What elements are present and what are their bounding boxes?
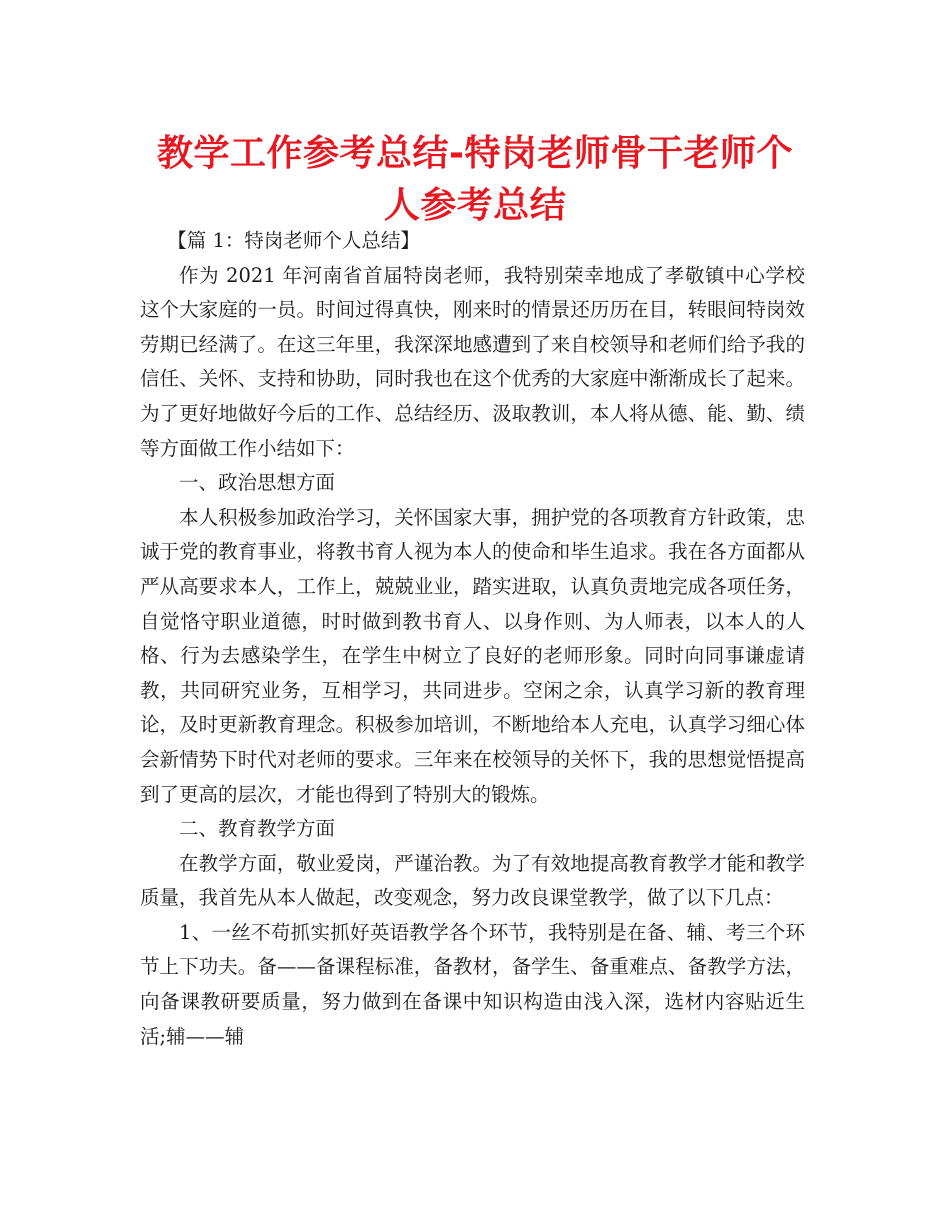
paragraph-point-1: 1、一丝不苟抓实抓好英语教学各个环节，我特别是在备、辅、考三个环节上下功夫。备——备课程标准，备教材，备学生、备重难点、备教学方法，向备课教研要质量，努力做到在备课中知识构造由浅入深，选材内容贴近生活;辅——辅 — [140, 920, 805, 1048]
document-body — [140, 224, 805, 1054]
paragraph-intro: 作为 2021 年河南省首届特岗老师，我特别荣幸地成了孝敬镇中心学校这个大家庭的一员。时间过得真快，刚来时的情景还历历在目，转眼间特岗效劳期已经满了。在这三年里，我深深地感遭到了来自校领导和老师们给予我的信任、关怀、支持和协助，同时我也在这个优秀的大家庭中渐渐成长了起来。为了更好地做好今后的工作、总结经历、汲取教训，本人将从德、能、勤、绩等方面做工作小结如下： — [140, 263, 805, 460]
heading-teaching: 二、教育教学方面 — [179, 817, 336, 841]
section-label: 【篇 1：特岗老师个人总结】 — [167, 229, 420, 252]
paragraph-teaching: 在教学方面，敬业爱岗，严谨治教。为了有效地提高教育教学才能和教学质量，我首先从本人做起，改变观念，努力改良课堂教学，做了以下几点： — [140, 851, 805, 910]
paragraph-political: 本人积极参加政治学习，关怀国家大事，拥护党的各项教育方针政策，忠诚于党的教育事业，将教书育人视为本人的使命和毕生追求。我在各方面都从严从高要求本人，工作上，兢兢业业，踏实进取，认真负责地完成各项任务，自觉恪守职业道德，时时做到教书育人、以身作则、为人师表，以本人的人格、行为去感染学生，在学生中树立了良好的老师形象。同时向同事谦虚请教，共同研究业务，互相学习，共同进步。空闲之余，认真学习新的教育理论，及时更新教育理念。积极参加培训，不断地给本人充电，认真学习细心体会新情势下时代对老师的要求。三年来在校领导的关怀下，我的思想觉悟提高到了更高的层次，才能也得到了特别大的锻炼。 — [140, 505, 805, 806]
document-title: 教学工作参考总结-特岗老师骨干老师个人参考总结 — [157, 133, 793, 226]
heading-political: 一、政治思想方面 — [179, 471, 336, 495]
